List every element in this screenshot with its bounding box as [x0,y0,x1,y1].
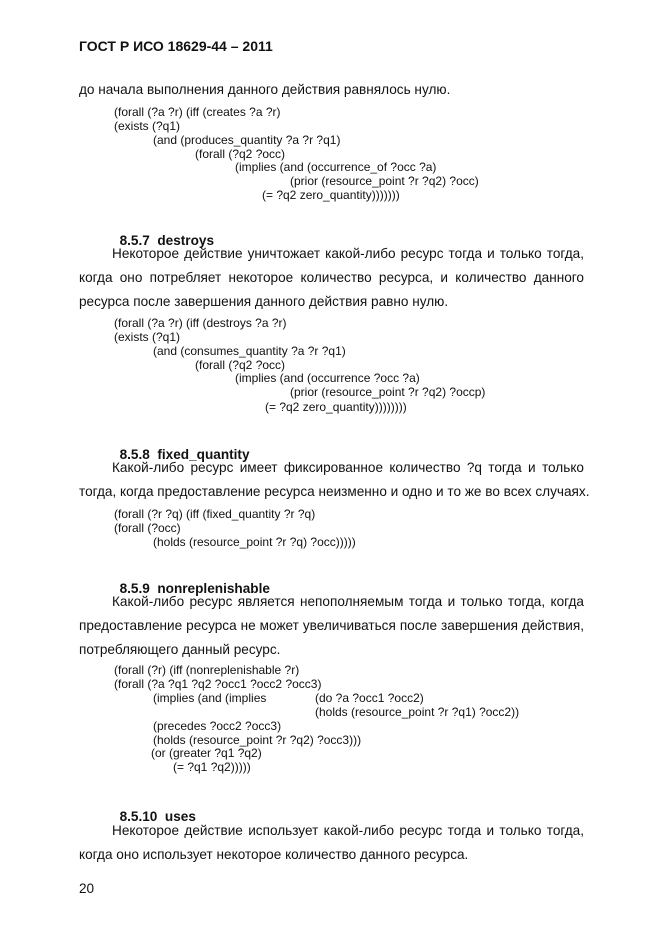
code-line: (forall (?q2 ?occ) [195,147,286,161]
code-line: (forall (?a ?q1 ?q2 ?occ1 ?occ2 ?occ3) [114,677,322,691]
code-line: (prior (resource_point ?r ?q2) ?occp) [290,385,486,399]
code-line: (holds (resource_point ?r ?q) ?occ))))) [153,535,356,549]
paragraph-line: Какой-либо ресурс является непополняемым тогда и только тогда, когда [112,594,584,609]
section-number: 8.5.10 [119,809,158,824]
code-line: (implies (and (implies [153,691,267,705]
paragraph-line: когда оно использует некоторое количество данного ресурса. [79,847,469,862]
paragraph-line: ресурса после завершения данного действия равно нулю. [79,294,449,309]
code-line: (= ?q2 zero_quantity))))))) [262,188,400,202]
section-title: nonreplenishable [157,581,270,596]
paragraph-line: Некоторое действие уничтожает какой-либо ресурс тогда и только тогда, [112,246,584,261]
code-line: (and (produces_quantity ?a ?r ?q1) [153,133,341,147]
code-line: (implies (and (occurrence_of ?occ ?a) [235,160,437,174]
section-title: uses [164,809,196,824]
section-title: fixed_quantity [157,447,250,462]
paragraph-line: Некоторое действие использует какой-либо ресурс тогда и только тогда, [112,823,584,838]
section-number: 8.5.7 [119,233,150,248]
code-line: (and (consumes_quantity ?a ?r ?q1) [153,344,346,358]
page-number: 20 [79,881,95,896]
code-line: (forall (?r) (iff (nonreplenishable ?r) [114,663,300,677]
code-line: (= ?q2 zero_quantity)))))))) [265,400,407,414]
code-line: (exists (?q1) [114,119,181,133]
code-line: (holds (resource_point ?r ?q1) ?occ2)) [315,705,520,719]
section-number: 8.5.8 [119,447,150,462]
section-heading [112,566,270,596]
code-line: (exists (?q1) [114,330,181,344]
code-line: (forall (?a ?r) (iff (destroys ?a ?r) [114,316,287,330]
paragraph-line: предоставление ресурса не может увеличиваться после завершения действия, [79,618,584,633]
code-line: (holds (resource_point ?r ?q2) ?occ3))) [153,733,362,747]
code-line: (forall (?r ?q) (iff (fixed_quantity ?r ?q) [114,507,316,521]
page-header: ГОСТ Р ИСО 18629-44 – 2011 [79,38,273,54]
intro-paragraph: до начала выполнения данного действия равнялось нулю. [79,82,451,97]
code-line: (= ?q1 ?q2))))) [173,760,251,774]
paragraph-line: тогда, когда предоставление ресурса неизменно и одно и то же во всех случаях. [79,484,590,499]
paragraph-line: потребляющего данный ресурс. [79,642,281,657]
code-line: (forall (?a ?r) (iff (creates ?a ?r) [114,105,281,119]
code-line: (or (greater ?q1 ?q2) [151,746,262,760]
code-line: (forall (?q2 ?occ) [195,358,286,372]
code-line: (forall (?occ) [114,521,181,535]
section-title: destroys [157,233,215,248]
code-line: (implies (and (occurrence ?occ ?a) [235,371,420,385]
section-heading [112,794,196,824]
paragraph-line: Какой-либо ресурс имеет фиксированное количество ?q тогда и только [112,460,584,475]
paragraph-line: когда оно потребляет некоторое количество ресурса, и количество данного [79,270,584,285]
section-number: 8.5.9 [119,581,150,596]
code-line: (do ?a ?occ1 ?occ2) [315,691,424,705]
code-line: (precedes ?occ2 ?occ3) [153,719,282,733]
section-heading [112,432,250,462]
section-heading [112,218,214,248]
code-line: (prior (resource_point ?r ?q2) ?occ) [290,174,479,188]
